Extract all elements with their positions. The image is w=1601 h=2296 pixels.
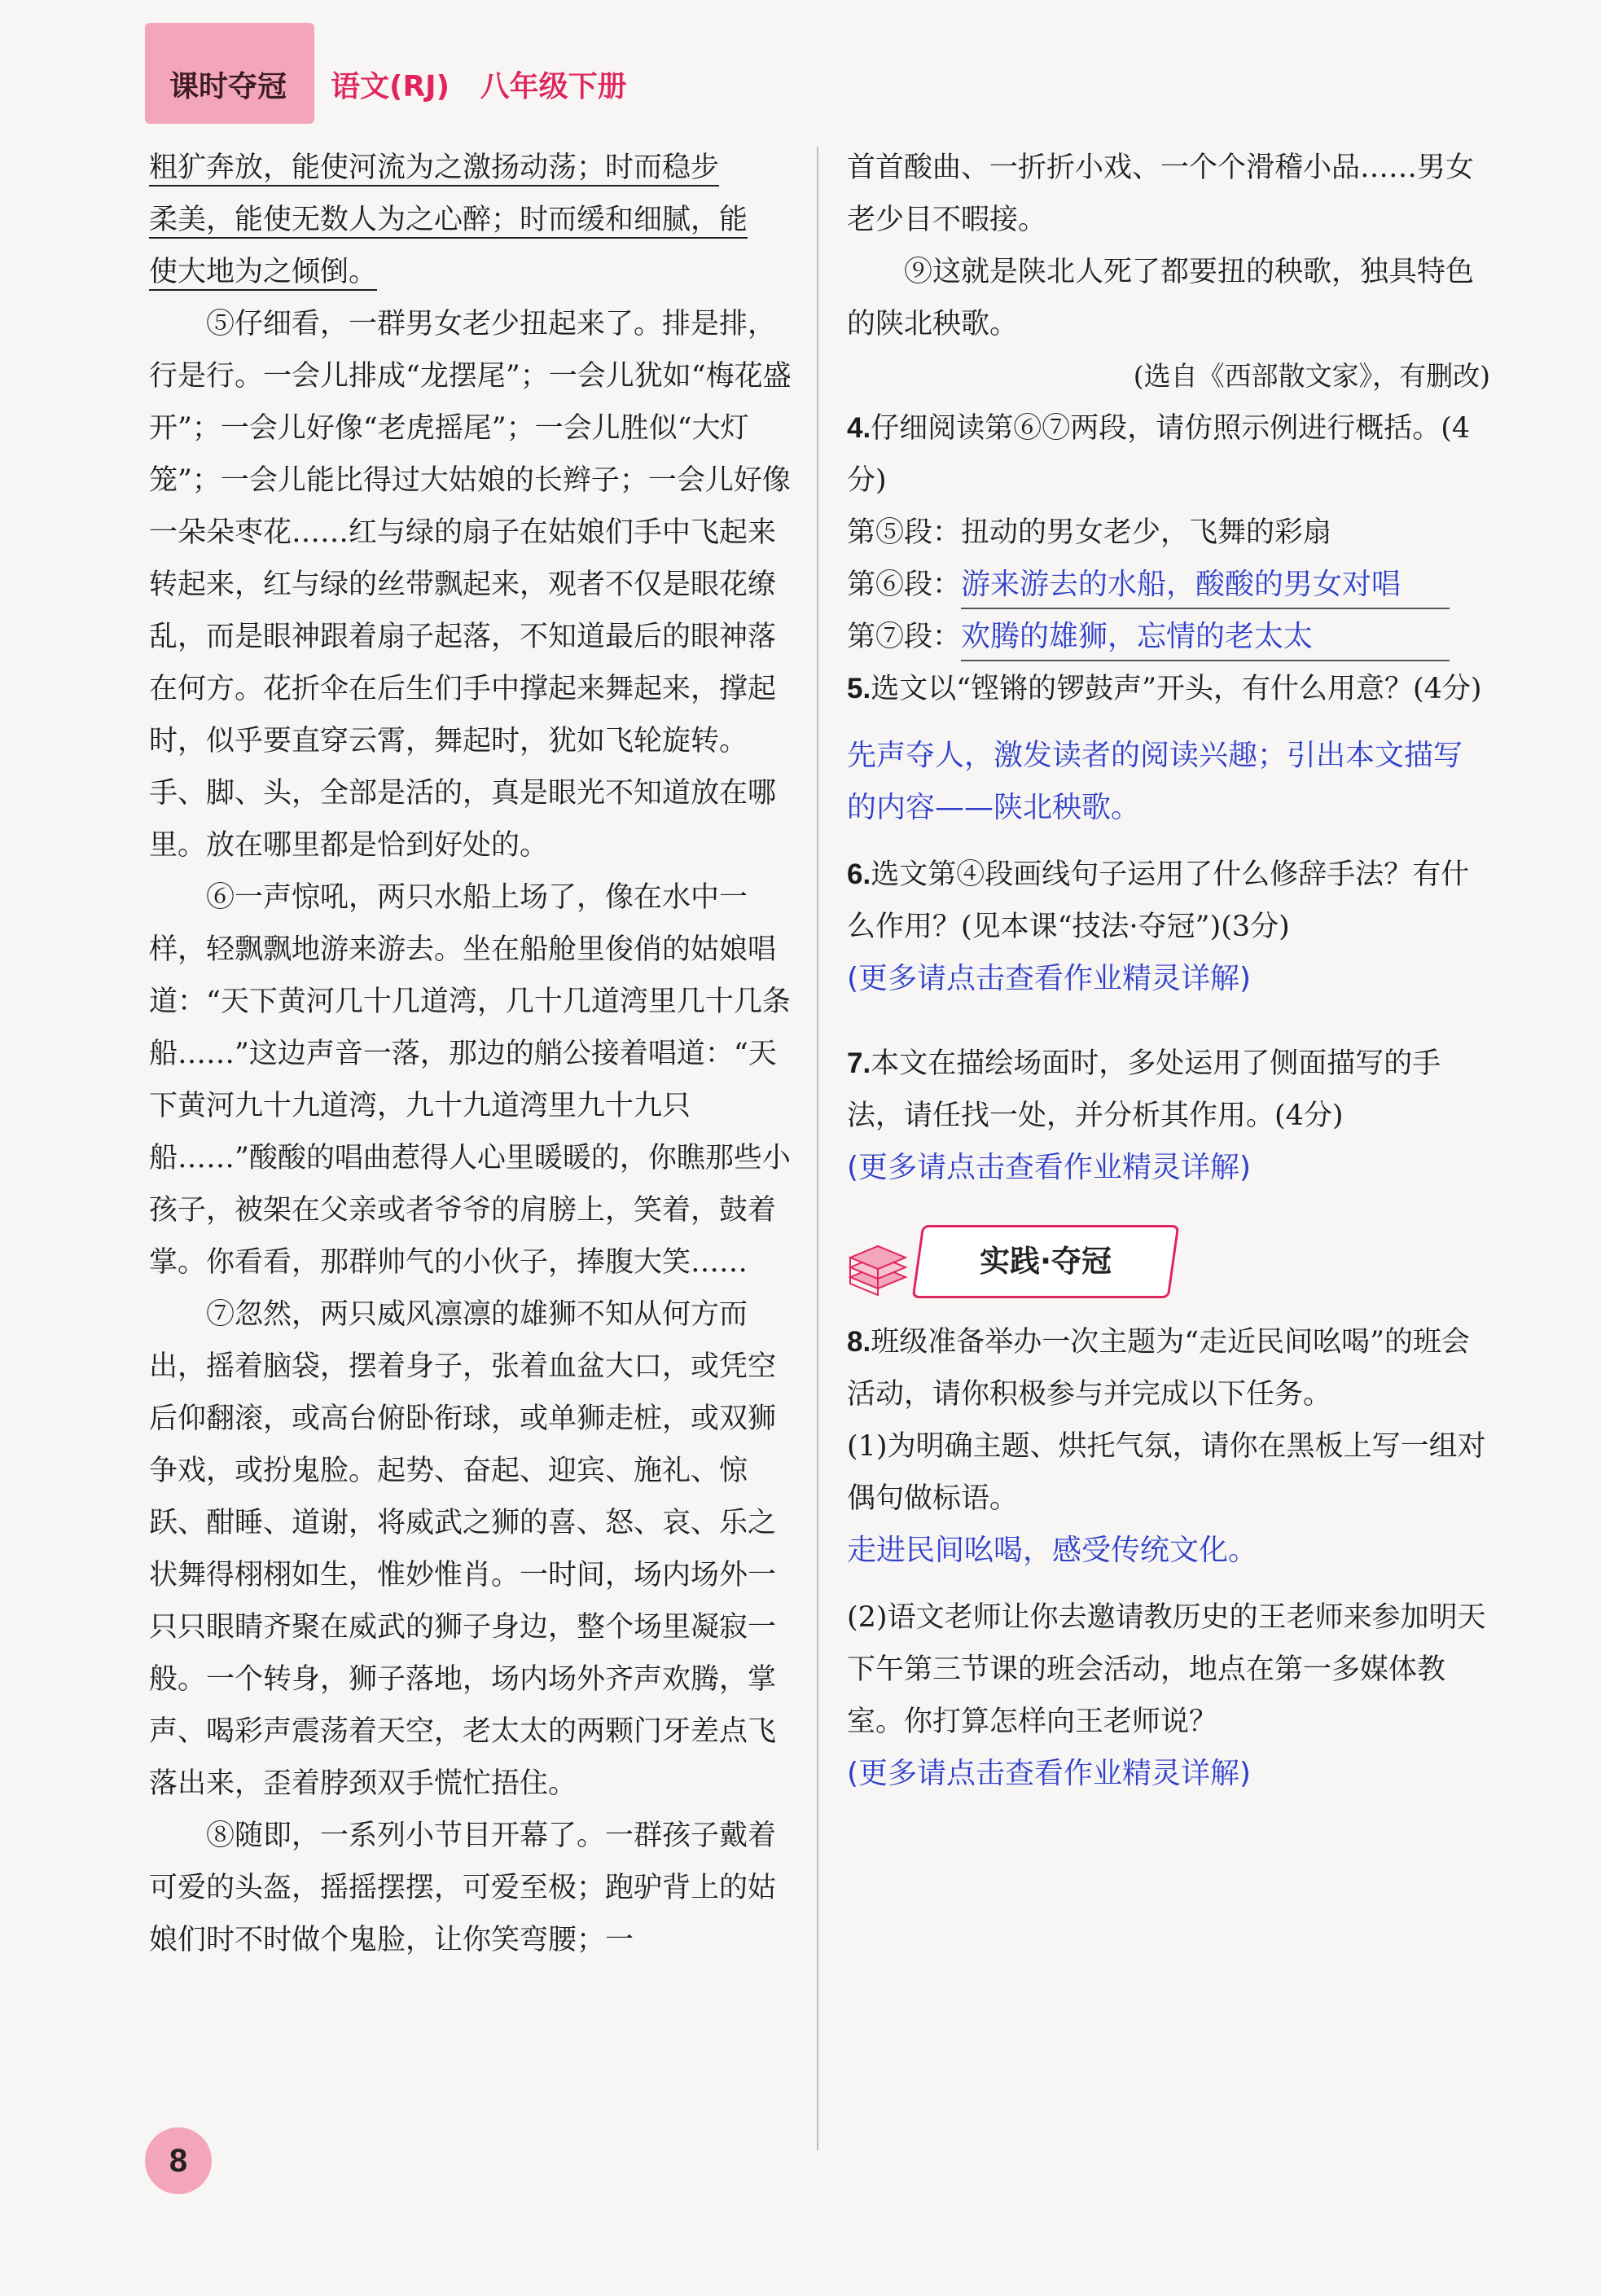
example-text: 扭动的男女老少，飞舞的彩扇 <box>961 516 1332 549</box>
underlined-line-1: 粗犷奔放，能使河流为之激扬动荡；时而稳步 <box>149 151 720 184</box>
question-number: 6. <box>847 858 871 890</box>
answer-text: 走进民间吆喝，感受传统文化。 <box>847 1534 1258 1567</box>
paragraph-8: ⑧随即，一系列小节目开幕了。一群孩子戴着可爱的头盔，摇摇摆摆，可爱至极；跑驴背上的姑娘们时不时做个鬼脸，让你笑弯腰；一 <box>149 1820 777 1956</box>
underlined-line-2: 柔美，能使无数人为之心醉；时而缓和细腻，能 <box>149 204 748 236</box>
question-text: 本文在描绘场面时，多处运用了侧面描写的手法，请任找一处，并分析其作用。(4分) <box>847 1047 1441 1132</box>
question-7 <box>847 1038 1490 1142</box>
subject-title: 语文(RJ) 八年级下册 <box>331 70 627 103</box>
answer-text: 先声夺人，激发读者的阅读兴趣；引出本文描写的内容——陕北秧歌。 <box>847 739 1463 824</box>
page-number: 8 <box>145 2127 212 2194</box>
section-title: 实践·夺冠 <box>979 1244 1112 1279</box>
left-column <box>149 142 792 1966</box>
subquestion-2: (2)语文老师让你去邀请教历史的王老师来参加明天下午第三节课的班会活动，地点在第一多媒体教室。你打算怎样向王老师说？ <box>847 1601 1486 1738</box>
row-label: 第⑦段： <box>847 621 962 653</box>
row-label: 第⑤段： <box>847 516 962 549</box>
answer-text: 欢腾的雄狮，忘情的老太太 <box>961 614 1450 661</box>
detail-link[interactable]: (更多请点击查看作业精灵详解) <box>847 1151 1252 1184</box>
question-8 <box>847 1316 1490 1420</box>
paragraph-8-continued: 首首酸曲、一折折小戏、一个个滑稽小品……男女老少目不暇接。 <box>847 151 1475 236</box>
question-4 <box>847 402 1490 507</box>
question-number: 8. <box>847 1326 871 1358</box>
answer-text: 游来游去的水船，酸酸的男女对唱 <box>961 562 1450 609</box>
question-number: 5. <box>847 673 871 705</box>
series-title: 课时夺冠 <box>169 70 287 103</box>
example-row <box>847 507 1490 559</box>
paragraph-7: ⑦忽然，两只威风凛凛的雄狮不知从何方而出，摇着脑袋，摆着身子，张着血盆大口，或凭空后仰翻滚，或高台俯卧衔球，或单狮走桩，或双狮争戏，或扮鬼脸。起势、奋起、迎宾、施礼、惊跃、酣睡、道谢，将威武之狮的喜、怒、哀、乐之状舞得栩栩如生，惟妙惟肖。一时间，场内场外一只只眼睛齐聚在威武的狮子身边，整个场里凝寂一般。一个转身，狮子落地，场内场外齐声欢腾，掌声、喝彩声震荡着天空，老太太的两颗门牙差点飞落出来，歪着脖颈双手慌忙捂住。 <box>149 1298 777 1800</box>
question-number: 4. <box>847 412 871 444</box>
question-number: 7. <box>847 1047 871 1079</box>
question-text: 选文以“铿锵的锣鼓声”开头，有什么用意？(4分) <box>871 673 1482 705</box>
section-label <box>912 1225 1180 1298</box>
row-label: 第⑥段： <box>847 569 962 601</box>
books-icon <box>847 1231 909 1297</box>
section-banner <box>847 1218 1490 1308</box>
question-text: 选文第④段画线句子运用了什么修辞手法？有什么作用？(见本课“技法·夺冠”)(3分) <box>847 858 1470 943</box>
question-5 <box>847 663 1490 715</box>
subquestion-1: (1)为明确主题、烘托气氛，请你在黑板上写一组对偶句做标语。 <box>847 1430 1486 1515</box>
question-6 <box>847 849 1490 953</box>
source-note: (选自《西部散文家》，有删改) <box>1133 360 1490 392</box>
paragraph-5: ⑤仔细看，一群男女老少扭起来了。排是排，行是行。一会儿排成“龙摆尾”；一会儿犹如“梅花盛开”；一会儿好像“老虎摇尾”；一会儿胜似“大灯笼”；一会儿能比得过大姑娘的长辫子；一会儿好像一朵朵枣花……红与绿的扇子在姑娘们手中飞起来转起来，红与绿的丝带飘起来，观者不仅是眼花缭乱，而是眼神跟着扇子起落，不知道最后的眼神落在何方。花折伞在后生们手中撑起来舞起来，撑起时，似乎要直穿云霄，舞起时，犹如飞轮旋转。手、脚、头，全部是活的，真是眼光不知道放在哪里。放在哪里都是恰到好处的。 <box>149 308 792 862</box>
paragraph-9: ⑨这就是陕北人死了都要扭的秧歌，独具特色的陕北秧歌。 <box>847 256 1475 340</box>
right-column <box>847 142 1490 1800</box>
column-divider <box>817 147 818 2150</box>
detail-link[interactable]: (更多请点击查看作业精灵详解) <box>847 1757 1252 1790</box>
detail-link[interactable]: (更多请点击查看作业精灵详解) <box>847 962 1252 995</box>
underlined-line-3: 使大地为之倾倒。 <box>149 256 378 288</box>
answer-row-6 <box>847 559 1490 611</box>
answer-row-7 <box>847 611 1490 663</box>
question-text: 班级准备举办一次主题为“走近民间吆喝”的班会活动，请你积极参与并完成以下任务。 <box>847 1326 1470 1411</box>
question-text: 仔细阅读第⑥⑦两段，请仿照示例进行概括。(4分) <box>847 412 1471 497</box>
paragraph-6: ⑥一声惊吼，两只水船上场了，像在水中一样，轻飘飘地游来游去。坐在船舱里俊俏的姑娘唱道：“天下黄河几十几道湾，几十几道湾里几十几条船……”这边声音一落，那边的艄公接着唱道：“天下黄河九十九道湾，九十九道湾里九十九只船……”酸酸的唱曲惹得人心里暖暖的，你瞧那些小孩子，被架在父亲或者爷爷的肩膀上，笑着，鼓着掌。你看看，那群帅气的小伙子，捧腹大笑…… <box>149 881 791 1279</box>
